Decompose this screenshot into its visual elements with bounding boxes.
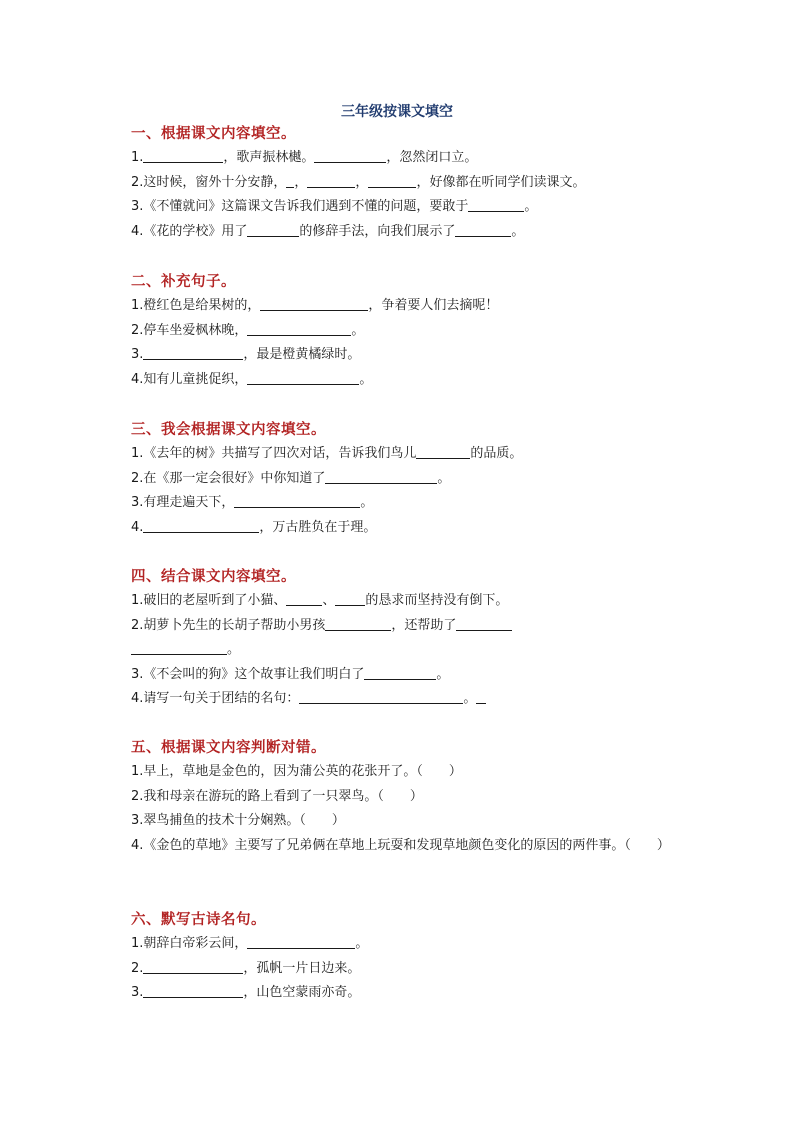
blank-input[interactable] [307, 172, 355, 188]
underline-tail [476, 688, 486, 704]
section-heading: 四、结合课文内容填空。 [131, 569, 296, 585]
question-5-4: 4.《金色的草地》主要写了兄弟俩在草地上玩耍和发现草地颜色变化的原因的两件事。（ ） [131, 837, 670, 853]
blank-input[interactable] [286, 590, 322, 606]
blank-input[interactable] [143, 517, 259, 533]
blank-input[interactable] [143, 958, 243, 974]
question-4-3: 3.《不会叫的狗》这个故事让我们明白了 。 [131, 663, 691, 688]
question-3-1: 1.《去年的树》共描写了四次对话，告诉我们鸟儿 的品质。 [131, 442, 691, 467]
question-3-2: 2.在《那一定会很好》中你知道了 。 [131, 467, 691, 492]
blank-input[interactable] [468, 196, 524, 212]
section-5 [131, 736, 691, 858]
section-1 [131, 122, 691, 244]
blank-input[interactable] [455, 221, 511, 237]
question-6-1: 1.朝辞白帝彩云间， 。 [131, 932, 691, 957]
question-1-1: 1. ，歌声振林樾。 ，忽然闭口立。 [131, 146, 691, 171]
blank-input[interactable] [335, 590, 365, 606]
section-6 [131, 908, 691, 1006]
blank-input[interactable] [368, 172, 416, 188]
question-4-4: 4.请写一句关于团结的名句： 。 [131, 687, 691, 712]
section-4 [131, 565, 691, 712]
section-heading: 一、根据课文内容填空。 [131, 126, 296, 142]
blank-input[interactable] [143, 344, 243, 360]
question-2-2: 2.停车坐爱枫林晚， 。 [131, 319, 691, 344]
question-1-3: 3.《不懂就问》这篇课文告诉我们遇到不懂的问题，要敢于 。 [131, 195, 691, 220]
question-2-4: 4.知有儿童挑促织， 。 [131, 368, 691, 393]
blank-input[interactable] [247, 369, 359, 385]
section-heading: 二、补充句子。 [131, 274, 236, 290]
question-6-2: 2. ，孤帆一片日边来。 [131, 957, 691, 982]
question-3-4: 4. ，万古胜负在于理。 [131, 516, 691, 541]
section-2 [131, 270, 691, 392]
question-5-2: 2.我和母亲在游玩的路上看到了一只翠鸟。（ ） [131, 788, 423, 804]
blank-input[interactable] [314, 147, 386, 163]
section-heading: 六、默写古诗名句。 [131, 912, 266, 928]
question-2-1: 1.橙红色是给果树的， ，争着要人们去摘呢！ [131, 294, 691, 319]
section-heading: 五、根据课文内容判断对错。 [131, 740, 326, 756]
blank-input[interactable] [247, 221, 299, 237]
blank-input[interactable] [299, 688, 463, 704]
blank-input[interactable] [416, 443, 470, 459]
question-1-2: 2.这时候，窗外十分安静， ， ， ，好像都在听同学们读课文。 [131, 171, 691, 196]
section-heading: 三、我会根据课文内容填空。 [131, 422, 326, 438]
question-5-1: 1.早上，草地是金色的，因为蒲公英的花张开了。（ ） [131, 764, 462, 779]
question-2-3: 3. ，最是橙黄橘绿时。 [131, 343, 691, 368]
blank-input[interactable] [234, 492, 360, 508]
question-5-3: 3.翠鸟捕鱼的技术十分娴熟。（ ） [131, 813, 345, 828]
question-1-4: 4.《花的学校》用了 的修辞手法，向我们展示了 。 [131, 220, 691, 245]
blank-input[interactable] [143, 147, 223, 163]
blank-input[interactable] [325, 468, 437, 484]
blank-input[interactable] [143, 982, 243, 998]
section-3 [131, 418, 691, 540]
blank-input[interactable] [247, 933, 355, 949]
question-4-2: 2.胡萝卜先生的长胡子帮助小男孩 ，还帮助了 [131, 614, 691, 639]
blank-input[interactable] [260, 295, 368, 311]
blank-input[interactable] [131, 639, 227, 655]
blank-input[interactable] [456, 615, 512, 631]
question-6-3: 3. ，山色空蒙雨亦奇。 [131, 981, 691, 1006]
question-3-3: 3.有理走遍天下， 。 [131, 491, 691, 516]
question-4-1: 1.破旧的老屋听到了小猫、 、 的恳求而坚持没有倒下。 [131, 589, 691, 614]
blank-input[interactable] [247, 320, 351, 336]
blank-input[interactable] [364, 664, 436, 680]
page-title: 三年级按课文填空 [341, 104, 453, 120]
question-4-2-cont: 。 [131, 638, 691, 663]
blank-input[interactable] [325, 615, 391, 631]
